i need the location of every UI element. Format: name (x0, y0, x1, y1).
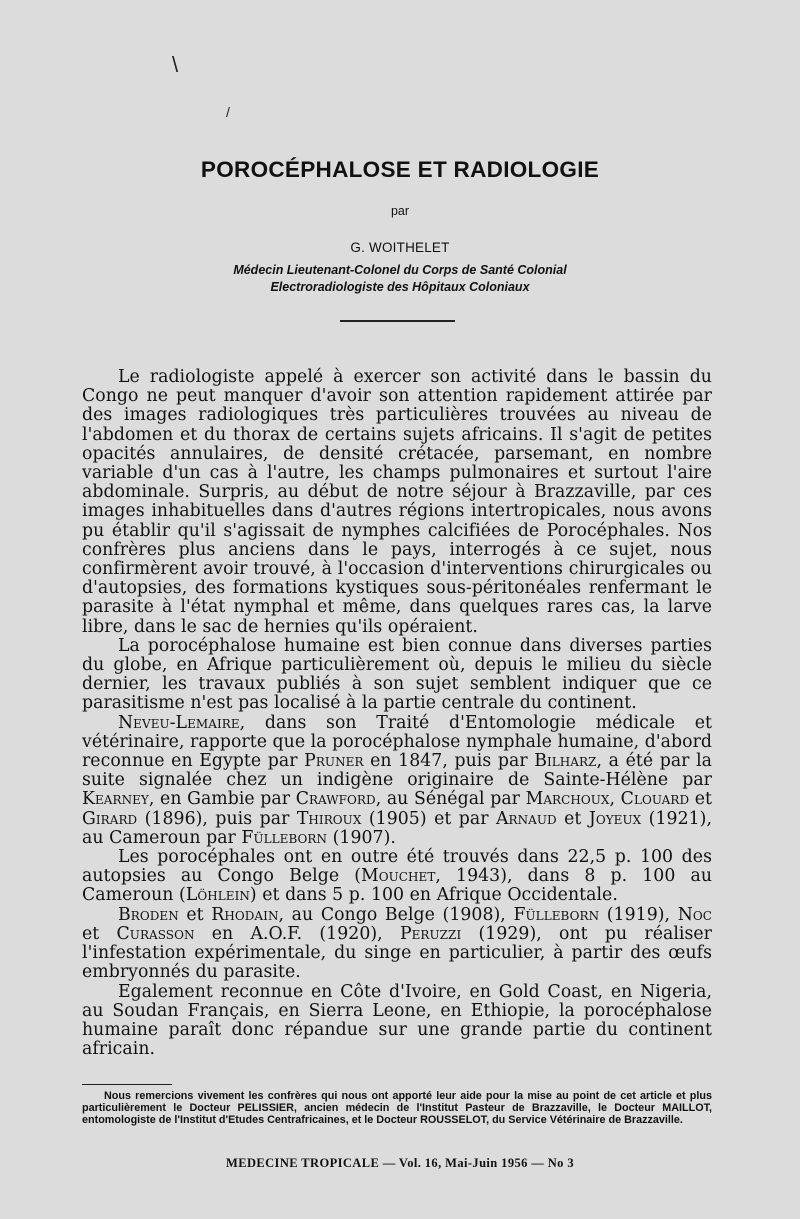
body-paragraph: La porocéphalose humaine est bien connue dans diverses parties du globe, en Afrique particulièrement où, depuis le milieu du siècle dernier, les travaux publiés à son sujet semblent indiquer que ce parasitisme n'est pas localisé à la partie centrale du continent. (82, 635, 712, 714)
author-citation: Joyeux (588, 808, 642, 829)
text-run: (1921), au Cameroun par (82, 808, 712, 848)
text-run: et (689, 789, 712, 810)
author-citation: Fülleborn (513, 904, 600, 925)
author-citation: Curasson (116, 923, 195, 944)
author-citation: Löhlein (185, 885, 250, 906)
author-citation: Crawford (295, 789, 376, 810)
author-citation: Clouard (620, 789, 690, 810)
text-run: (1896), puis par (137, 808, 297, 829)
text-run: (1905) et par (361, 808, 496, 829)
text-run: et (556, 808, 589, 829)
body-paragraph (82, 714, 712, 848)
footnote-divider (82, 1084, 172, 1085)
text-run: et (178, 904, 212, 925)
author-affiliation-1: Médecin Lieutenant-Colonel du Corps de Santé Colonial (233, 263, 567, 277)
author-affiliation-2: Electroradiologiste des Hôpitaux Coloniaux (270, 280, 530, 294)
body-paragraph: Egalement reconnue en Côte d'Ivoire, en Gold Coast, en Nigeria, au Soudan Français, en Sierra Leone, en Ethiopie, la porocéphalose humaine paraît donc répandue sur une grande partie du continent africain. (82, 981, 712, 1060)
journal-footer: MEDECINE TROPICALE — Vol. 16, Mai-Juin 1956 — No 3 (226, 1156, 574, 1170)
text-run: (1919), (599, 904, 678, 925)
footnote: Nous remercions vivement les confrères qui nous ont apporté leur aide pour la mise au point de cet article et plus particulièrement le Docteur PELISSIER, ancien médecin de l'Institut Pasteur de Brazzaville, le Docteur MAILLOT, entomologiste de l'Institut d'Etudes Centrafricaines, et le Docteur ROUSSELOT, du Service Vétérinaire de Brazzaville. (82, 1090, 712, 1127)
text-run: en 1847, puis par (363, 751, 535, 772)
author-citation: Noc (677, 904, 712, 925)
author-citation: Fülleborn (241, 827, 328, 848)
author-citation: Arnaud (495, 808, 557, 829)
body-paragraph (82, 848, 712, 906)
author-citation: Marchoux (525, 789, 610, 810)
body-paragraph: Le radiologiste appelé à exercer son activité dans le bassin du Congo ne peut manquer d'avoir son attention rapidement attirée par des images radiologiques très particulières trouvées au niveau de l'abdomen et du thorax de certains sujets africains. Il s'agit de petites opacités annulaires, de densité crétacée, parsemant, en nombre variable d'un cas à l'autre, les champs pulmonaires et surtout l'aire abdominale. Surpris, au début de notre séjour à Brazzaville, par ces images inhabituelles dans d'autres régions intertropicales, nous avons pu établir qu'il s'agissait de nymphes calcifiées de Porocéphales. Nos confrères plus anciens dans le pays, interrogés à ce sujet, nous confirmèrent avoir trouvé, à l'occasion d'interventions chirurgicales ou d'autopsies, des formations kystiques sous-péritonéales renfermant le parasite à l'état nymphal et même, dans quelques rares cas, la larve libre, dans le sac de hernies qu'ils opéraient. (82, 367, 712, 637)
author-citation: Girard (82, 808, 138, 829)
author-name: G. WOITHELET (350, 240, 450, 255)
title-divider (340, 320, 455, 322)
article-body (82, 368, 712, 1059)
margin-mark: / (226, 104, 230, 120)
author-citation: Bilharz (534, 751, 597, 772)
text-run: , a été par la suite signalée chez un indigène originaire de Sainte-Hélène par (82, 751, 713, 791)
article-title: POROCÉPHALOSE ET RADIOLOGIE (200, 157, 600, 182)
byline-par: par (390, 204, 410, 218)
author-citation: Peruzzi (399, 923, 462, 944)
text-run: (1907). (327, 827, 396, 848)
author-citation: Mouchet (361, 866, 436, 887)
text-run: , en Gambie par (148, 789, 296, 810)
margin-mark: \ (172, 52, 179, 77)
author-citation: Rhodain (211, 904, 279, 925)
text-run: et (82, 923, 117, 944)
author-citation: Neveu-Lemaire (118, 712, 240, 733)
text-run: , (609, 789, 621, 810)
text-run: , 1943), dans 8 p. 100 au Cameroun ( (82, 866, 713, 906)
text-run: , au Congo Belge (1908), (278, 904, 514, 925)
body-paragraph (82, 906, 712, 983)
text-run: , dans son Traité d'Entomologie médicale et vétérinaire, rapporte que la porocéphalose nymphale humaine, d'abord reconnue en Egypte par (82, 712, 712, 772)
author-citation: Kearney (82, 789, 149, 810)
text-run: ) et dans 5 p. 100 en Afrique Occidentale. (249, 885, 618, 906)
author-citation: Thiroux (296, 808, 362, 829)
text-run: , au Sénégal par (375, 789, 526, 810)
author-citation: Broden (118, 904, 179, 925)
text-run: en A.O.F. (1920), (194, 923, 400, 944)
author-citation: Pruner (304, 751, 364, 772)
text-run: (1929), ont pu réaliser l'infestation expérimentale, du singe en particulier, à partir des œufs embryonnés du parasite. (82, 923, 712, 983)
text-run: Les porocéphales ont en outre été trouvés dans 22,5 p. 100 des autopsies au Congo Belge ( (82, 847, 712, 887)
